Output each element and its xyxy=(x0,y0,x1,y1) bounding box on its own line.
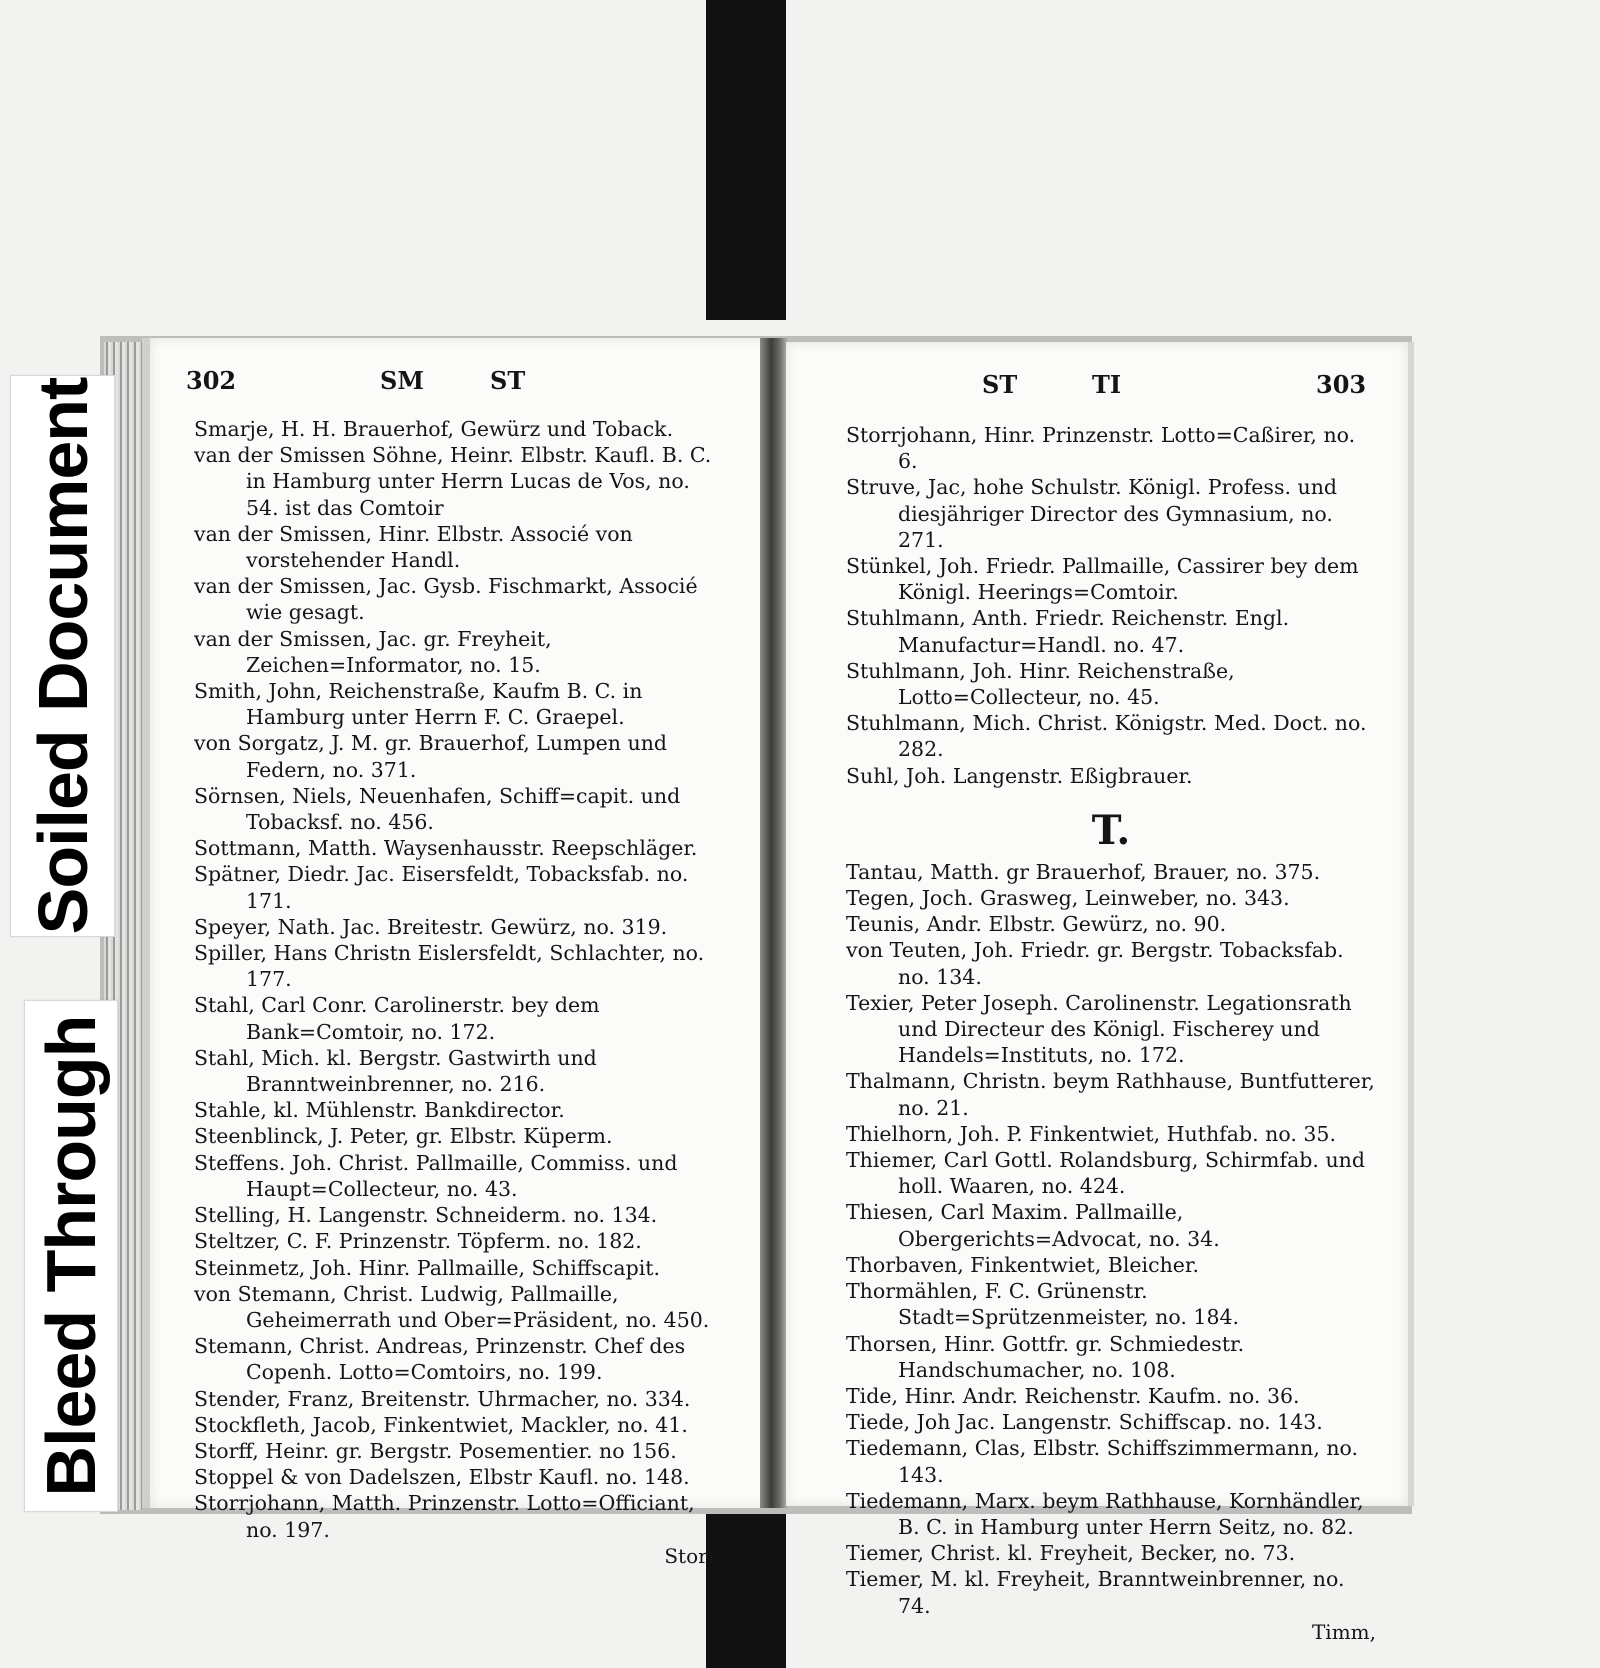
directory-entry: Spätner, Diedr. Jac. Eisersfeldt, Tobacksfab. no. 171. xyxy=(194,862,689,913)
directory-entry: Tegen, Joch. Grasweg, Leinweber, no. 343. xyxy=(846,886,1290,911)
directory-entry: Smarje, H. H. Brauerhof, Gewürz und Toback. xyxy=(194,417,674,441)
directory-entry: Thorsen, Hinr. Gottfr. gr. Schmiedestr. Handschumacher, no. 108. xyxy=(846,1331,1245,1382)
directory-entry: Stahl, Mich. kl. Bergstr. Gastwirth und Branntweinbrenner, no. 216. xyxy=(194,1045,597,1097)
directory-entry: Tide, Hinr. Andr. Reichenstr. Kaufm. no. 36. xyxy=(846,1383,1300,1408)
directory-entry: Texier, Peter Joseph. Carolinenstr. Legationsrath und Directeur des Königl. Fischerey und Handels=Instituts, no. 172. xyxy=(846,990,1352,1068)
directory-entry: van der Smissen, Hinr. Elbstr. Associé von vorstehender Handl. xyxy=(194,521,633,573)
directory-entry: von Stemann, Christ. Ludwig, Pallmaille, Geheimerrath und Ober=Präsident, no. 450. xyxy=(194,1281,710,1332)
left-page-number: 302 xyxy=(186,366,237,395)
directory-entry: Stünkel, Joh. Friedr. Pallmaille, Cassirer bey dem Königl. Heerings=Comtoir. xyxy=(846,554,1359,605)
book-spine xyxy=(760,338,788,1508)
directory-entry: Stuhlmann, Joh. Hinr. Reichenstraße, Lotto=Collecteur, no. 45. xyxy=(846,658,1235,710)
directory-entry: Stelling, H. Langenstr. Schneiderm. no. 134. xyxy=(194,1203,658,1228)
bleed-through-text: Bleed Through xyxy=(32,1015,110,1497)
directory-entry: van der Smissen, Jac. gr. Freyheit, Zeichen=Informator, no. 15. xyxy=(194,626,552,677)
directory-entry: Tiemer, M. kl. Freyheit, Branntweinbrenner, no. 74. xyxy=(846,1567,1345,1618)
directory-entry: Tiedemann, Marx. beym Rathhause, Kornhändler, B. C. in Hamburg unter Herrn Seitz, no. 82. xyxy=(846,1488,1364,1539)
directory-entry: Steltzer, C. F. Prinzenstr. Töpferm. no. 182. xyxy=(194,1229,642,1254)
directory-entry: Sottmann, Matth. Waysenhausstr. Reepschläger. xyxy=(194,836,698,861)
soiled-document-text: Soiled Document xyxy=(23,377,102,935)
left-entry-list xyxy=(194,416,724,1569)
catchword: Storr- xyxy=(664,1543,724,1568)
right-page-number: 303 xyxy=(1316,370,1367,399)
catchword: Timm, xyxy=(1311,1619,1376,1644)
binding-strap-top xyxy=(706,0,786,320)
directory-entry: Speyer, Nath. Jac. Breitestr. Gewürz, no. 319. xyxy=(194,914,668,939)
directory-entry: Tantau, Matth. gr Brauerhof, Brauer, no. 375. xyxy=(846,859,1321,884)
directory-entry: Tiede, Joh Jac. Langenstr. Schiffscap. no. 143. xyxy=(846,1410,1323,1435)
bleed-through-label xyxy=(24,1000,118,1512)
directory-entry: Tiedemann, Clas, Elbstr. Schiffszimmermann, no. 143. xyxy=(846,1436,1359,1487)
directory-entry: Storrjohann, Matth. Prinzenstr. Lotto=Officiant, no. 197. xyxy=(194,1491,695,1542)
left-head-st: ST xyxy=(490,366,526,395)
directory-entry: Struve, Jac, hohe Schulstr. Königl. Profess. und diesjähriger Director des Gymnasium, no. 271. xyxy=(846,475,1338,552)
directory-entry: Stuhlmann, Anth. Friedr. Reichenstr. Engl. Manufactur=Handl. no. 47. xyxy=(846,606,1290,657)
directory-entry: Storrjohann, Hinr. Prinzenstr. Lotto=Caßirer, no. 6. xyxy=(846,423,1356,474)
directory-entry: Steffens. Joh. Christ. Pallmaille, Commiss. und Haupt=Collecteur, no. 43. xyxy=(194,1150,678,1201)
directory-entry: Stoppel & von Dadelszen, Elbstr Kaufl. no. 148. xyxy=(194,1465,690,1490)
directory-entry: Thiesen, Carl Maxim. Pallmaille, Obergerichts=Advocat, no. 34. xyxy=(846,1200,1220,1251)
directory-entry: Steenblinck, J. Peter, gr. Elbstr. Küperm. xyxy=(194,1124,613,1149)
directory-entry: Stahl, Carl Conr. Carolinerstr. bey dem Bank=Comtoir, no. 172. xyxy=(194,993,600,1044)
directory-entry: Sörnsen, Niels, Neuenhafen, Schiff=capit. und Tobacksf. no. 456. xyxy=(194,783,681,835)
right-head-ti: TI xyxy=(1092,370,1122,399)
right-head-st: ST xyxy=(982,370,1018,399)
directory-entry: van der Smissen, Jac. Gysb. Fischmarkt, Associé wie gesagt. xyxy=(194,574,698,625)
directory-entry: Stender, Franz, Breitenstr. Uhrmacher, no. 334. xyxy=(194,1386,691,1411)
directory-entry: Tiemer, Christ. kl. Freyheit, Becker, no. 73. xyxy=(846,1541,1296,1566)
left-head-sm: SM xyxy=(380,366,424,395)
directory-entry: Stockfleth, Jacob, Finkentwiet, Mackler, no. 41. xyxy=(194,1412,688,1437)
directory-entry: Stemann, Christ. Andreas, Prinzenstr. Chef des Copenh. Lotto=Comtoirs, no. 199. xyxy=(194,1334,686,1385)
directory-entry: Thorbaven, Finkentwiet, Bleicher. xyxy=(846,1252,1199,1277)
directory-entry: Thiemer, Carl Gottl. Rolandsburg, Schirmfab. und holl. Waaren, no. 424. xyxy=(846,1148,1365,1199)
section-letter: T. xyxy=(1091,806,1131,854)
directory-entry: Spiller, Hans Christn Eislersfeldt, Schlachter, no. 177. xyxy=(194,941,705,992)
directory-entry: von Sorgatz, J. M. gr. Brauerhof, Lumpen und Federn, no. 371. xyxy=(194,731,668,782)
soiled-document-label xyxy=(10,375,115,937)
directory-entry: Steinmetz, Joh. Hinr. Pallmaille, Schiffscapit. xyxy=(194,1255,661,1280)
right-entry-list xyxy=(846,422,1376,1645)
directory-entry: von Teuten, Joh. Friedr. gr. Bergstr. Tobacksfab. no. 134. xyxy=(846,938,1344,989)
directory-entry: Thalmann, Christn. beym Rathhause, Buntfutterer, no. 21. xyxy=(846,1069,1375,1120)
directory-entry: Stahle, kl. Mühlenstr. Bankdirector. xyxy=(194,1098,565,1123)
directory-entry: Smith, John, Reichenstraße, Kaufm B. C. in Hamburg unter Herrn F. C. Graepel. xyxy=(194,679,643,730)
right-page xyxy=(786,342,1414,1644)
directory-entry: van der Smissen Söhne, Heinr. Elbstr. Kaufl. B. C. in Hamburg unter Herrn Lucas de Vos, no. 54. ist das Comtoir xyxy=(194,443,712,520)
left-page xyxy=(142,338,772,1568)
directory-entry: Thielhorn, Joh. P. Finkentwiet, Huthfab. no. 35. xyxy=(846,1121,1336,1146)
directory-entry: Storff, Heinr. gr. Bergstr. Posementier. no 156. xyxy=(194,1438,677,1463)
directory-entry: Thormählen, F. C. Grünenstr. Stadt=Sprützenmeister, no. 184. xyxy=(846,1279,1240,1330)
directory-entry: Stuhlmann, Mich. Christ. Königstr. Med. Doct. no. 282. xyxy=(846,711,1367,762)
directory-entry: Teunis, Andr. Elbstr. Gewürz, no. 90. xyxy=(846,912,1227,937)
directory-entry: Suhl, Joh. Langenstr. Eßigbrauer. xyxy=(846,763,1193,788)
